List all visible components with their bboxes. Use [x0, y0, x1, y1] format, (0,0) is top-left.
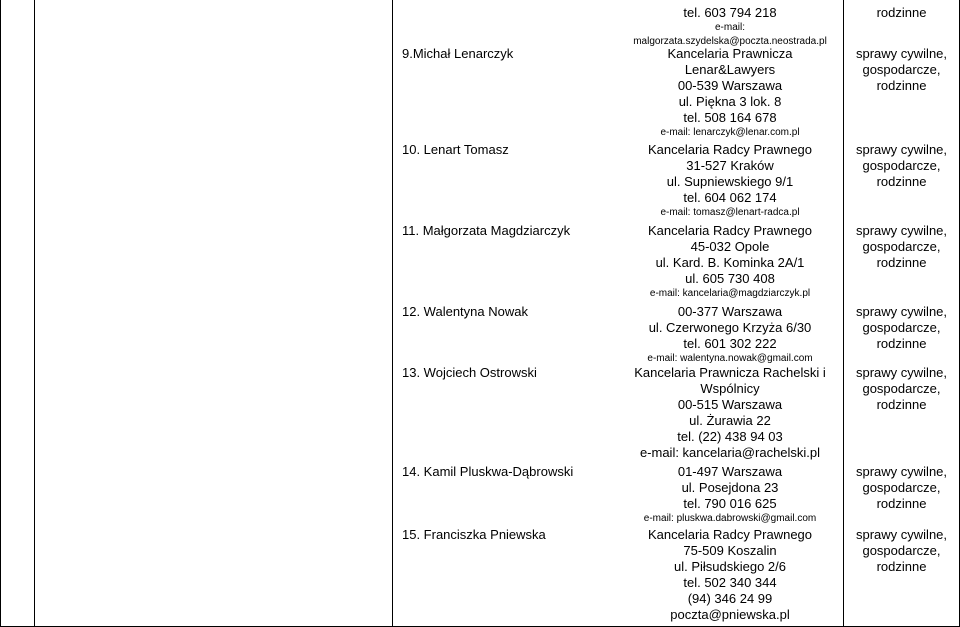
specialization-cell [843, 142, 960, 190]
column-divider-2 [392, 0, 393, 627]
column-divider-1 [34, 0, 35, 627]
specialization-line: sprawy cywilne, [855, 464, 948, 479]
specialization-line: gospodarcze, [862, 320, 941, 335]
specialization-line: sprawy cywilne, [855, 142, 948, 157]
specialization-line: gospodarcze, [862, 62, 941, 77]
specialization-cell [843, 5, 960, 21]
specialization-line: rodzinne [876, 255, 927, 270]
specialization-cell [843, 365, 960, 413]
specialization-line: rodzinne [876, 559, 927, 574]
person-name: 14. Kamil Pluskwa-Dąbrowski [402, 464, 574, 479]
email-text: e-mail: walentyna.nowak@gmail.com [647, 353, 813, 364]
specialization-cell [843, 527, 960, 575]
specialization-cell [843, 223, 960, 271]
email-text: e-mail: lenarczyk@lenar.com.pl [660, 127, 800, 138]
address-line: Kancelaria Radcy Prawnego [647, 527, 813, 542]
specialization-cell [843, 304, 960, 352]
specialization-line: rodzinne [876, 336, 927, 351]
address-line: ul. Posejdona 23 [681, 480, 779, 495]
address-line: tel. 603 794 218 [683, 5, 777, 20]
address-line: tel. 502 340 344 [683, 575, 777, 590]
address-line: 75-509 Koszalin [683, 543, 777, 558]
specialization-line: gospodarcze, [862, 480, 941, 495]
address-line: ul. Supniewskiego 9/1 [666, 174, 794, 189]
email-text: e-mail: kancelaria@magdziarczyk.pl [649, 288, 811, 299]
address-line: 45-032 Opole [690, 239, 770, 254]
specialization-line: gospodarcze, [862, 381, 941, 396]
specialization-line: gospodarcze, [862, 158, 941, 173]
address-line: Kancelaria Prawnicza Rachelski i [634, 365, 826, 380]
specialization-line: rodzinne [876, 397, 927, 412]
person-name: 12. Walentyna Nowak [402, 304, 528, 319]
specialization-cell [843, 46, 960, 94]
email-text: malgorzata.szydelska@poczta.neostrada.pl [633, 36, 827, 47]
specialization-line: rodzinne [876, 5, 927, 20]
address-line: tel. 508 164 678 [683, 110, 777, 125]
address-line: Kancelaria Prawnicza [667, 46, 793, 61]
specialization-cell [843, 464, 960, 512]
address-line: ul. Piękna 3 lok. 8 [678, 94, 782, 109]
email-text: e-mail: tomasz@lenart-radca.pl [660, 207, 800, 218]
address-line: Lenar&Lawyers [684, 62, 776, 77]
address-line: tel. 604 062 174 [683, 190, 777, 205]
person-name: 9.Michał Lenarczyk [402, 46, 514, 61]
specialization-line: gospodarcze, [862, 543, 941, 558]
specialization-line: rodzinne [876, 496, 927, 511]
address-line: 00-539 Warszawa [677, 78, 783, 93]
address-line: tel. 601 302 222 [683, 336, 777, 351]
specialization-line: sprawy cywilne, [855, 365, 948, 380]
address-line: tel. 790 016 625 [683, 496, 777, 511]
person-name: 15. Franciszka Pniewska [402, 527, 546, 542]
address-line: (94) 346 24 99 [687, 591, 773, 606]
specialization-line: sprawy cywilne, [855, 46, 948, 61]
address-line: e-mail: kancelaria@rachelski.pl [639, 445, 821, 460]
address-line: ul. Żurawia 22 [689, 413, 771, 428]
address-line: 31-527 Kraków [686, 158, 774, 173]
address-line: tel. (22) 438 94 03 [677, 429, 783, 444]
specialization-line: sprawy cywilne, [855, 527, 948, 542]
specialization-line: gospodarcze, [862, 239, 941, 254]
address-line: Kancelaria Radcy Prawnego [647, 223, 813, 238]
address-line: ul. Piłsudskiego 2/6 [673, 559, 786, 574]
address-line: ul. Kard. B. Kominka 2A/1 [655, 255, 805, 270]
address-line: 01-497 Warszawa [677, 464, 783, 479]
specialization-line: rodzinne [876, 174, 927, 189]
person-name: 11. Małgorzata Magdziarczyk [402, 223, 571, 238]
address-line: ul. 605 730 408 [685, 271, 775, 286]
address-line: 00-515 Warszawa [677, 397, 783, 412]
address-line: Kancelaria Radcy Prawnego [647, 142, 813, 157]
email-label: e-mail: [714, 22, 745, 33]
person-name: 13. Wojciech Ostrowski [402, 365, 537, 380]
address-line: 00-377 Warszawa [677, 304, 783, 319]
specialization-line: sprawy cywilne, [855, 223, 948, 238]
address-line: Wspólnicy [700, 381, 760, 396]
address-line: ul. Czerwonego Krzyża 6/30 [648, 320, 812, 335]
address-line: poczta@pniewska.pl [670, 607, 790, 622]
table-border-left [0, 0, 1, 627]
person-name: 10. Lenart Tomasz [402, 142, 509, 157]
specialization-line: rodzinne [876, 78, 927, 93]
email-text: e-mail: pluskwa.dabrowski@gmail.com [643, 513, 817, 524]
specialization-line: sprawy cywilne, [855, 304, 948, 319]
